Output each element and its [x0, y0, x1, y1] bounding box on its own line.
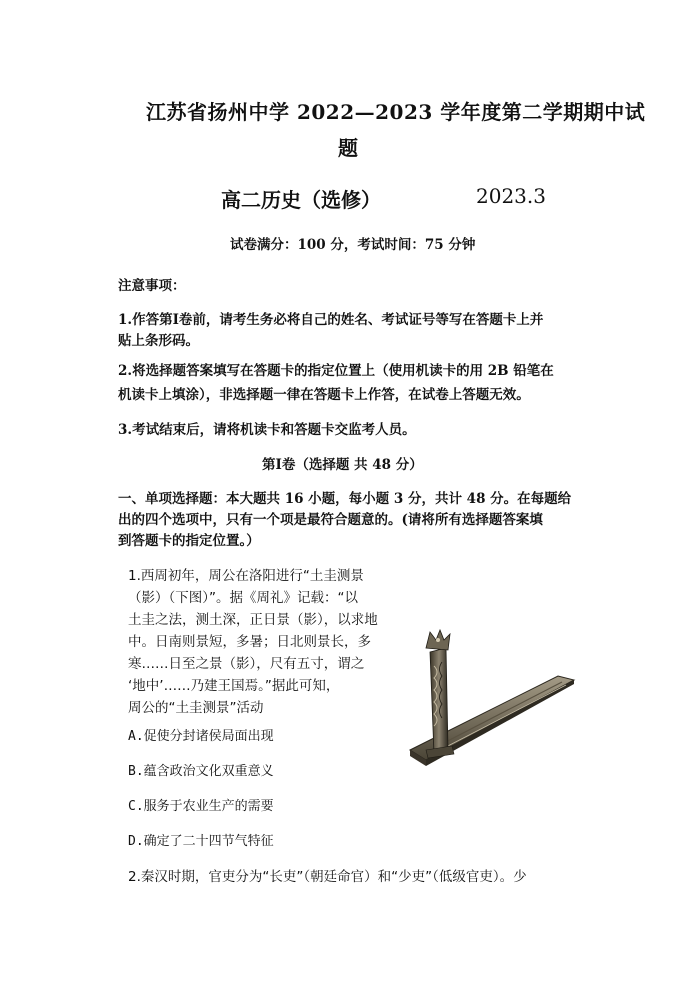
- question-1-stem: 土圭之法，测土深，正日景（影），以求地: [128, 612, 378, 628]
- note-item-2: 2.将选择题答案填写在答题卡的指定位置上（使用机读卡的用 2B 铅笔在: [118, 363, 554, 379]
- section-instructions-cont: 出的四个选项中，只有一个项是最符合题意的。(请将所有选择题答案填: [118, 512, 543, 528]
- part1-title: 第Ⅰ卷（选择题 共 48 分）: [262, 457, 423, 473]
- gnomon-sundial-photo: [408, 626, 576, 774]
- exam-subtitle: 高二历史（选修）: [221, 188, 381, 212]
- question-1-option-d: D.确定了二十四节气特征: [128, 834, 274, 849]
- note-item-1: 1.作答第Ⅰ卷前，请考生务必将自己的姓名、考试证号等写在答题卡上并: [118, 312, 544, 328]
- question-1-stem: 周公的“土圭测景”活动: [128, 700, 264, 716]
- exam-title: 江苏省扬州中学 2022—2023 学年度第二学期期中试: [146, 100, 646, 124]
- question-2-stem: 2.秦汉时期，官吏分为“长吏”（朝廷命官）和“少吏”（低级官吏）。少: [128, 869, 527, 885]
- note-item-2-cont: 机读卡上填涂），非选择题一律在答题卡上作答，在试卷上答题无效。: [118, 387, 530, 403]
- question-1-option-c: C.服务于农业生产的需要: [128, 799, 274, 814]
- question-1-stem: （影）（下图）”。据《周礼》记载：“以: [128, 590, 358, 606]
- question-1-stem: ‘地中’……乃建王国焉。”据此可知，: [128, 678, 340, 694]
- section-instructions-cont: 到答题卡的指定位置。）: [118, 533, 260, 549]
- question-1-option-a: A.促使分封诸侯局面出现: [128, 729, 274, 744]
- section-instructions: 一、单项选择题：本大题共 16 小题，每小题 3 分，共计 48 分。在每题给: [118, 491, 572, 507]
- question-1-stem: 1.西周初年，周公在洛阳进行“土圭测景: [128, 568, 364, 584]
- notes-heading: 注意事项：: [118, 278, 186, 294]
- exam-date: 2023.3: [476, 184, 546, 208]
- score-and-time: 试卷满分：100 分，考试时间：75 分钟: [230, 237, 476, 253]
- exam-title-continued: 题: [338, 136, 358, 160]
- note-item-1-cont: 贴上条形码。: [118, 333, 199, 349]
- question-1-stem: 中。日南则景短，多暑；日北则景长，多: [128, 634, 371, 650]
- note-item-3: 3.考试结束后，请将机读卡和答题卡交监考人员。: [118, 422, 416, 438]
- question-1-option-b: B.蕴含政治文化双重意义: [128, 764, 274, 779]
- question-1-stem: 寒……日至之景（影），尺有五寸，谓之: [128, 656, 365, 672]
